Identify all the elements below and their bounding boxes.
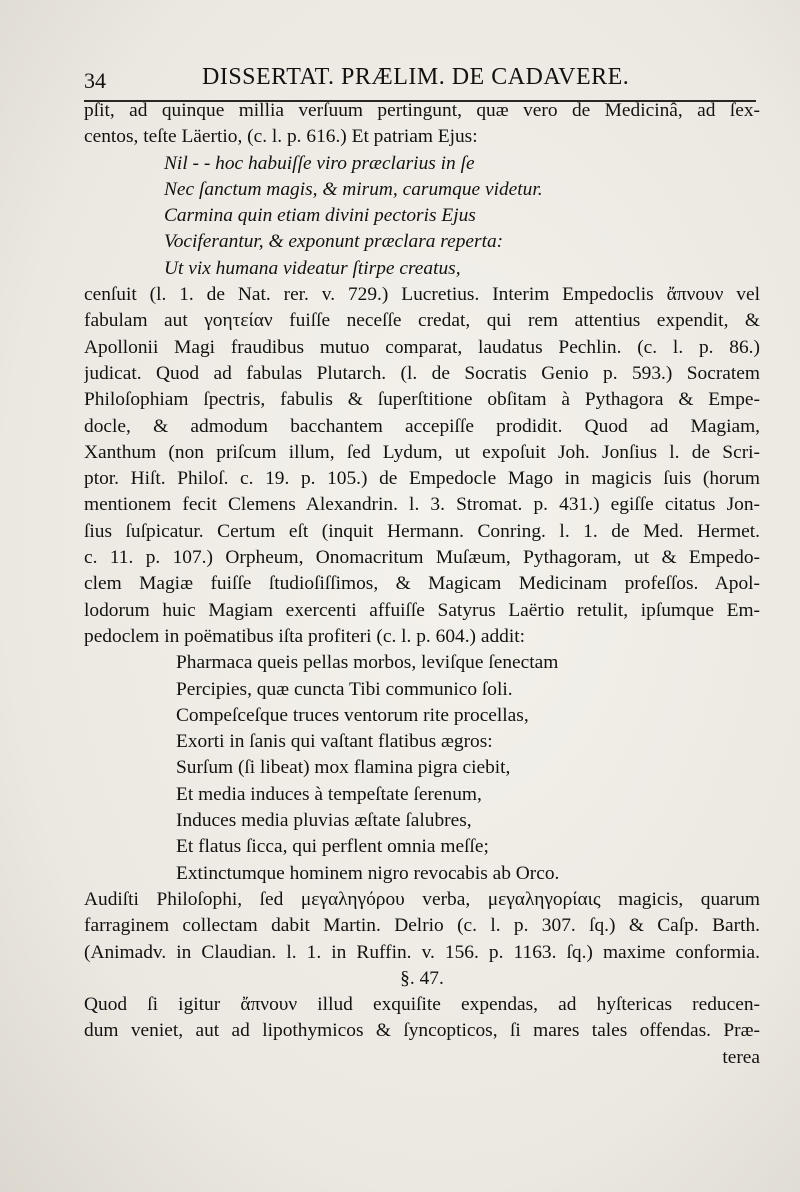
text-line: lodorum huic Magiam exercenti affuiſſe Satyrus Laërtio retulit, ipſumque Em- [84, 599, 760, 621]
page-number: 34 [84, 68, 106, 93]
text-line: ptor. Hiſt. Philoſ. c. 19. p. 105.) de Empedocle Mago in magicis ſuis (horum [84, 468, 760, 490]
poem-line: Compeſceſque truces ventorum rite procellas, [176, 704, 529, 726]
body-text [84, 98, 760, 1071]
verse-line: Ut vix humana videatur ſtirpe creatus, [164, 257, 461, 279]
text-line: docle, & admodum bacchantem accepiſſe prodidit. Quod ad Magiam, [84, 415, 760, 437]
verse-line: Nec ſanctum magis, & mirum, carumque videtur. [164, 178, 543, 200]
text-line: mentionem fecit Clemens Alexandrin. l. 3. Stromat. p. 431.) egiſſe citatus Jon- [84, 494, 760, 516]
text-line: judicat. Quod ad fabulas Plutarch. (l. de Socratis Genio p. 593.) Socratem [84, 362, 760, 384]
text-line: (Animadv. in Claudian. l. 1. in Ruffin. v. 156. p. 1163. ſq.) maxime conformia. [84, 941, 760, 963]
text-line: pedoclem in poëmatibus iſta profiteri (c. l. p. 604.) addit: [84, 625, 526, 647]
text-line: clem Magiæ fuiſſe ſtudioſiſſimos, & Magicam Medicinam profeſſos. Apol- [84, 573, 760, 595]
poem-line: Et media induces à tempeſtate ſerenum, [176, 783, 482, 805]
poem-line: Percipies, quæ cuncta Tibi communico ſoli. [176, 678, 513, 700]
text-line: fabulam aut γοητείαν fuiſſe neceſſe credat, qui rem attentius expendit, & [84, 310, 760, 332]
verse-line: Nil - - hoc habuiſſe viro præclarius in ſe [164, 152, 475, 174]
text-line: pſit, ad quinque millia verſuum pertingunt, quæ vero de Medicinâ, ad ſex- [84, 100, 760, 121]
poem-line: Induces media pluvias æſtate ſalubres, [176, 810, 472, 832]
poem-line: Et flatus ſicca, qui perflent omnia meſſe; [176, 836, 489, 858]
poem-line: Surſum (ſi libeat) mox flamina pigra ciebit, [176, 757, 511, 779]
running-head: DISSERTAT. PRÆLIM. DE CADAVERE. [202, 64, 630, 90]
page-header [84, 58, 756, 98]
poem-line: Extinctumque hominem nigro revocabis ab Orco. [176, 862, 560, 884]
section-heading: §. 47. [400, 967, 444, 989]
poem-line: Exorti in ſanis qui vaſtant flatibus ægros: [176, 731, 493, 753]
text-line: dum veniet, aut ad lipothymicos & ſyncopticos, ſi mares tales offendas. Præ- [84, 1020, 760, 1042]
text-line: centos, teſte Läertio, (c. l. p. 616.) Et patriam Ejus: [84, 126, 478, 148]
verse-line: Vociferantur, & exponunt præclara reperta: [164, 231, 504, 253]
text-line: Philoſophiam ſpectris, fabulis & ſuperſtitione obſitam à Pythagora & Empe- [84, 389, 760, 411]
text-line: c. 11. p. 107.) Orpheum, Onomacritum Muſæum, Pythagoram, ut & Empedo- [84, 547, 760, 569]
text-line: ſius ſuſpicatur. Certum eſt (inquit Hermann. Conring. l. 1. de Med. Hermet. [84, 520, 760, 542]
text-line: Quod ſi igitur ἄπνουν illud exquiſite expendas, ad hyſtericas reducen- [84, 994, 760, 1016]
text-line: farraginem collectam dabit Martin. Delrio (c. l. p. 307. ſq.) & Caſp. Barth. [84, 915, 760, 937]
poem-line: Pharmaca queis pellas morbos, leviſque ſenectam [176, 652, 559, 674]
text-line: Xanthum (non priſcum illum, ſed Lydum, ut expoſuit Joh. Jonſius l. de Scri- [84, 441, 760, 463]
catchword: terea [722, 1046, 760, 1068]
text-line: Apollonii Magi fraudibus mutuo comparat, laudatus Pechlin. (c. l. p. 86.) [84, 336, 760, 358]
text-line: Audiſti Philoſophi, ſed μεγαληγόρου verba, μεγαληγορίαις magicis, quarum [84, 888, 760, 910]
text-line: cenſuit (l. 1. de Nat. rer. v. 729.) Lucretius. Interim Empedoclis ἄπνουν vel [84, 284, 760, 306]
verse-line: Carmina quin etiam divini pectoris Ejus [164, 205, 476, 227]
